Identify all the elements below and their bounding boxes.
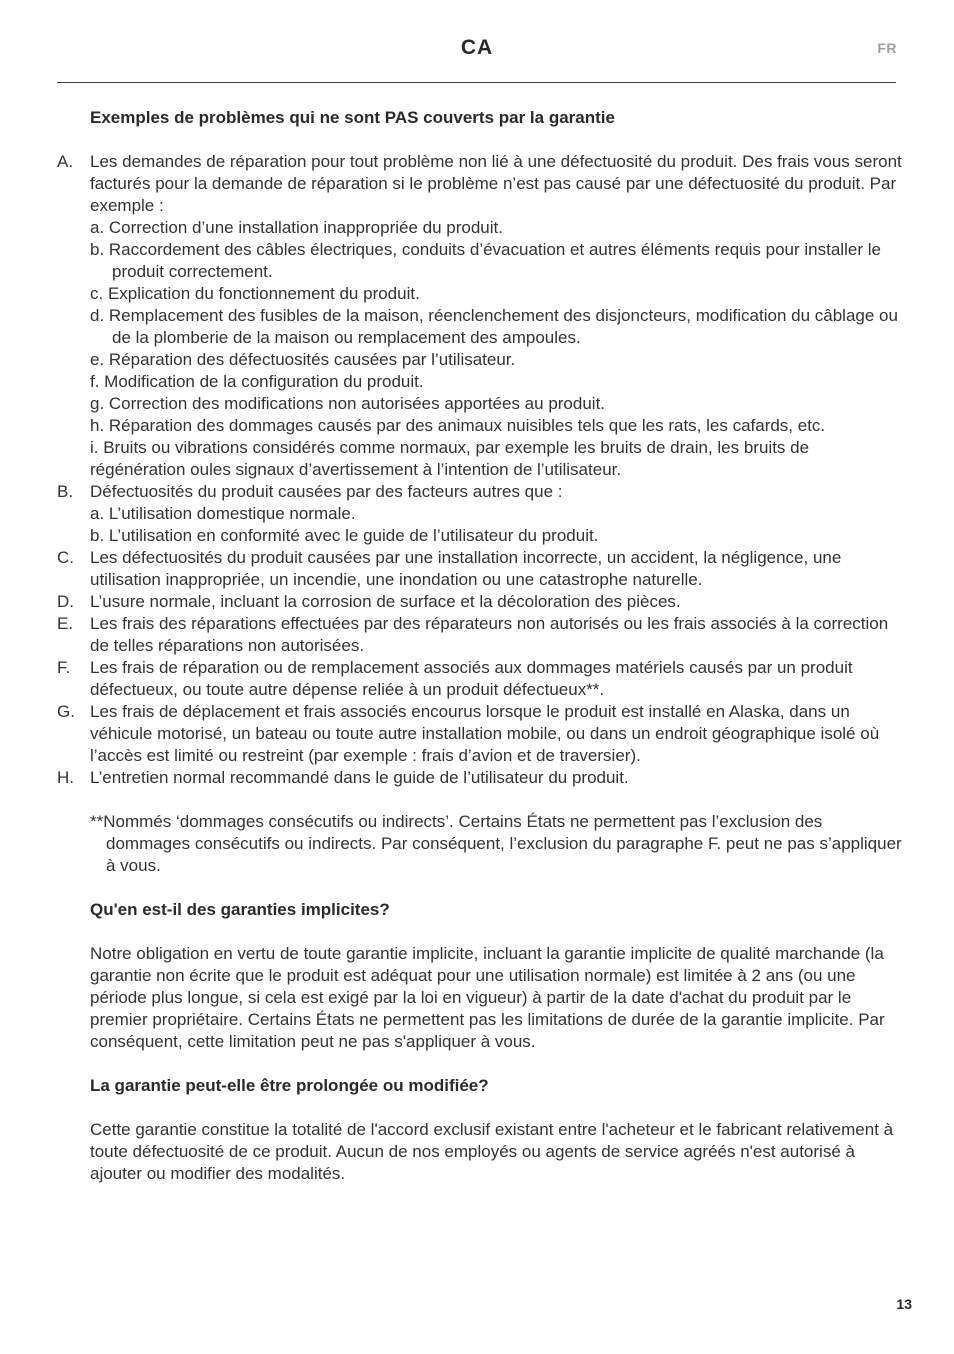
extension-paragraph: Cette garantie constitue la totalité de l'accord exclusif existant entre l'acheteur et le fabricant relativement à toute défectuosité de ce produit. Aucun de nos employés ou agents de service agréés n'est autorisé à ajouter ou modifier des modalités. bbox=[90, 1120, 894, 1183]
sub-item-e: e. Réparation des défectuosités causées par l’utilisateur. bbox=[90, 350, 516, 369]
sub-item-b: b. L’utilisation en conformité avec le guide de l’utilisateur du produit. bbox=[90, 526, 599, 545]
item-text: Les demandes de réparation pour tout problème non lié à une défectuosité du produit. Des frais vous seront facturés pour la demande de réparation si le problème n’est pas causé par une défectuosité du produit. Par exemple : bbox=[90, 152, 902, 215]
item-letter: C. bbox=[57, 548, 74, 567]
sub-item-d: d. Remplacement des fusibles de la maison, réenclenchement des disjoncteurs, modification du câblage ou de la plomberie de la maison ou remplacement des ampoules. bbox=[90, 306, 898, 347]
item-text: Les défectuosités du produit causées par une installation incorrecte, un accident, la négligence, une utilisation inappropriée, un incendie, une inondation ou une catastrophe naturelle. bbox=[90, 548, 842, 589]
sub-item-h: h. Réparation des dommages causés par des animaux nuisibles tels que les rats, les cafards, etc. bbox=[90, 416, 826, 435]
item-text: Défectuosités du produit causées par des facteurs autres que : bbox=[90, 482, 563, 501]
item-letter: H. bbox=[57, 768, 74, 787]
list-item-b bbox=[57, 481, 907, 547]
item-letter: E. bbox=[57, 614, 74, 633]
list-item-d bbox=[57, 591, 907, 613]
item-text: Les frais de réparation ou de remplacement associés aux dommages matériels causés par un produit défectueux, ou toute autre dépense reliée à un produit défectueux**. bbox=[90, 658, 853, 699]
page-number: 13 bbox=[896, 1296, 912, 1312]
header-divider bbox=[57, 82, 896, 83]
page-content bbox=[57, 107, 907, 1185]
section-heading-extension: La garantie peut-elle être prolongée ou modifiée? bbox=[90, 1076, 489, 1095]
item-text: L’entretien normal recommandé dans le guide de l’utilisateur du produit. bbox=[90, 768, 629, 787]
section-heading-not-covered: Exemples de problèmes qui ne sont PAS couverts par la garantie bbox=[90, 108, 615, 127]
list-item-g bbox=[57, 701, 907, 767]
sub-item-b: b. Raccordement des câbles électriques, conduits d’évacuation et autres éléments requis pour installer le produit correctement. bbox=[90, 240, 881, 281]
sub-item-f: f. Modification de la configuration du produit. bbox=[90, 372, 424, 391]
list-item-f bbox=[57, 657, 907, 701]
item-text: Les frais des réparations effectuées par des réparateurs non autorisés ou les frais associés à la correction de telles réparations non autorisées. bbox=[90, 614, 889, 655]
language-label: FR bbox=[877, 40, 897, 56]
sub-item-c: c. Explication du fonctionnement du produit. bbox=[90, 284, 420, 303]
sub-item-a: a. L’utilisation domestique normale. bbox=[90, 504, 356, 523]
list-item-c bbox=[57, 547, 907, 591]
footnote: **Nommés ‘dommages consécutifs ou indirects’. Certains États ne permettent pas l’exclusion des dommages consécutifs ou indirects. Par conséquent, l’exclusion du paragraphe F. peut ne pas s’appliquer à vous. bbox=[90, 812, 902, 875]
implied-warranties-paragraph: Notre obligation en vertu de toute garantie implicite, incluant la garantie implicite de qualité marchande (la garantie non écrite que le produit est adéquat pour une utilisation normale) est limitée à 2 ans (ou une période plus longue, si cela est exigé par la loi en vigueur) à partir de la date d'achat du produit par le premier propriétaire. Certains États ne permettent pas les limitations de durée de la garantie implicite. Par conséquent, cette limitation peut ne pas s'appliquer à vous. bbox=[90, 944, 885, 1051]
list-item-h bbox=[57, 767, 907, 789]
list-item-a bbox=[57, 151, 907, 481]
item-letter: D. bbox=[57, 592, 74, 611]
item-letter: A. bbox=[57, 152, 74, 171]
sub-item-i: i. Bruits ou vibrations considérés comme normaux, par exemple les bruits de drain, les bruits de régénération oules signaux d’avertissement à l’intention de l’utilisateur. bbox=[90, 438, 810, 479]
item-text: Les frais de déplacement et frais associés encourus lorsque le produit est installé en Alaska, dans un véhicule motorisé, un bateau ou toute autre installation mobile, ou dans un endroit géographique isolé où l’accès est limité ou restreint (par exemple : frais d’avion et de traversier). bbox=[90, 702, 880, 765]
country-title: CA bbox=[460, 36, 494, 59]
sub-item-a: a. Correction d’une installation inappropriée du produit. bbox=[90, 218, 503, 237]
sub-item-g: g. Correction des modifications non autorisées apportées au produit. bbox=[90, 394, 606, 413]
list-item-e bbox=[57, 613, 907, 657]
item-letter: G. bbox=[57, 702, 75, 721]
item-letter: B. bbox=[57, 482, 74, 501]
item-letter: F. bbox=[57, 658, 71, 677]
section-heading-implied-warranties: Qu'en est-il des garanties implicites? bbox=[90, 900, 390, 919]
item-text: L’usure normale, incluant la corrosion de surface et la décoloration des pièces. bbox=[90, 592, 681, 611]
